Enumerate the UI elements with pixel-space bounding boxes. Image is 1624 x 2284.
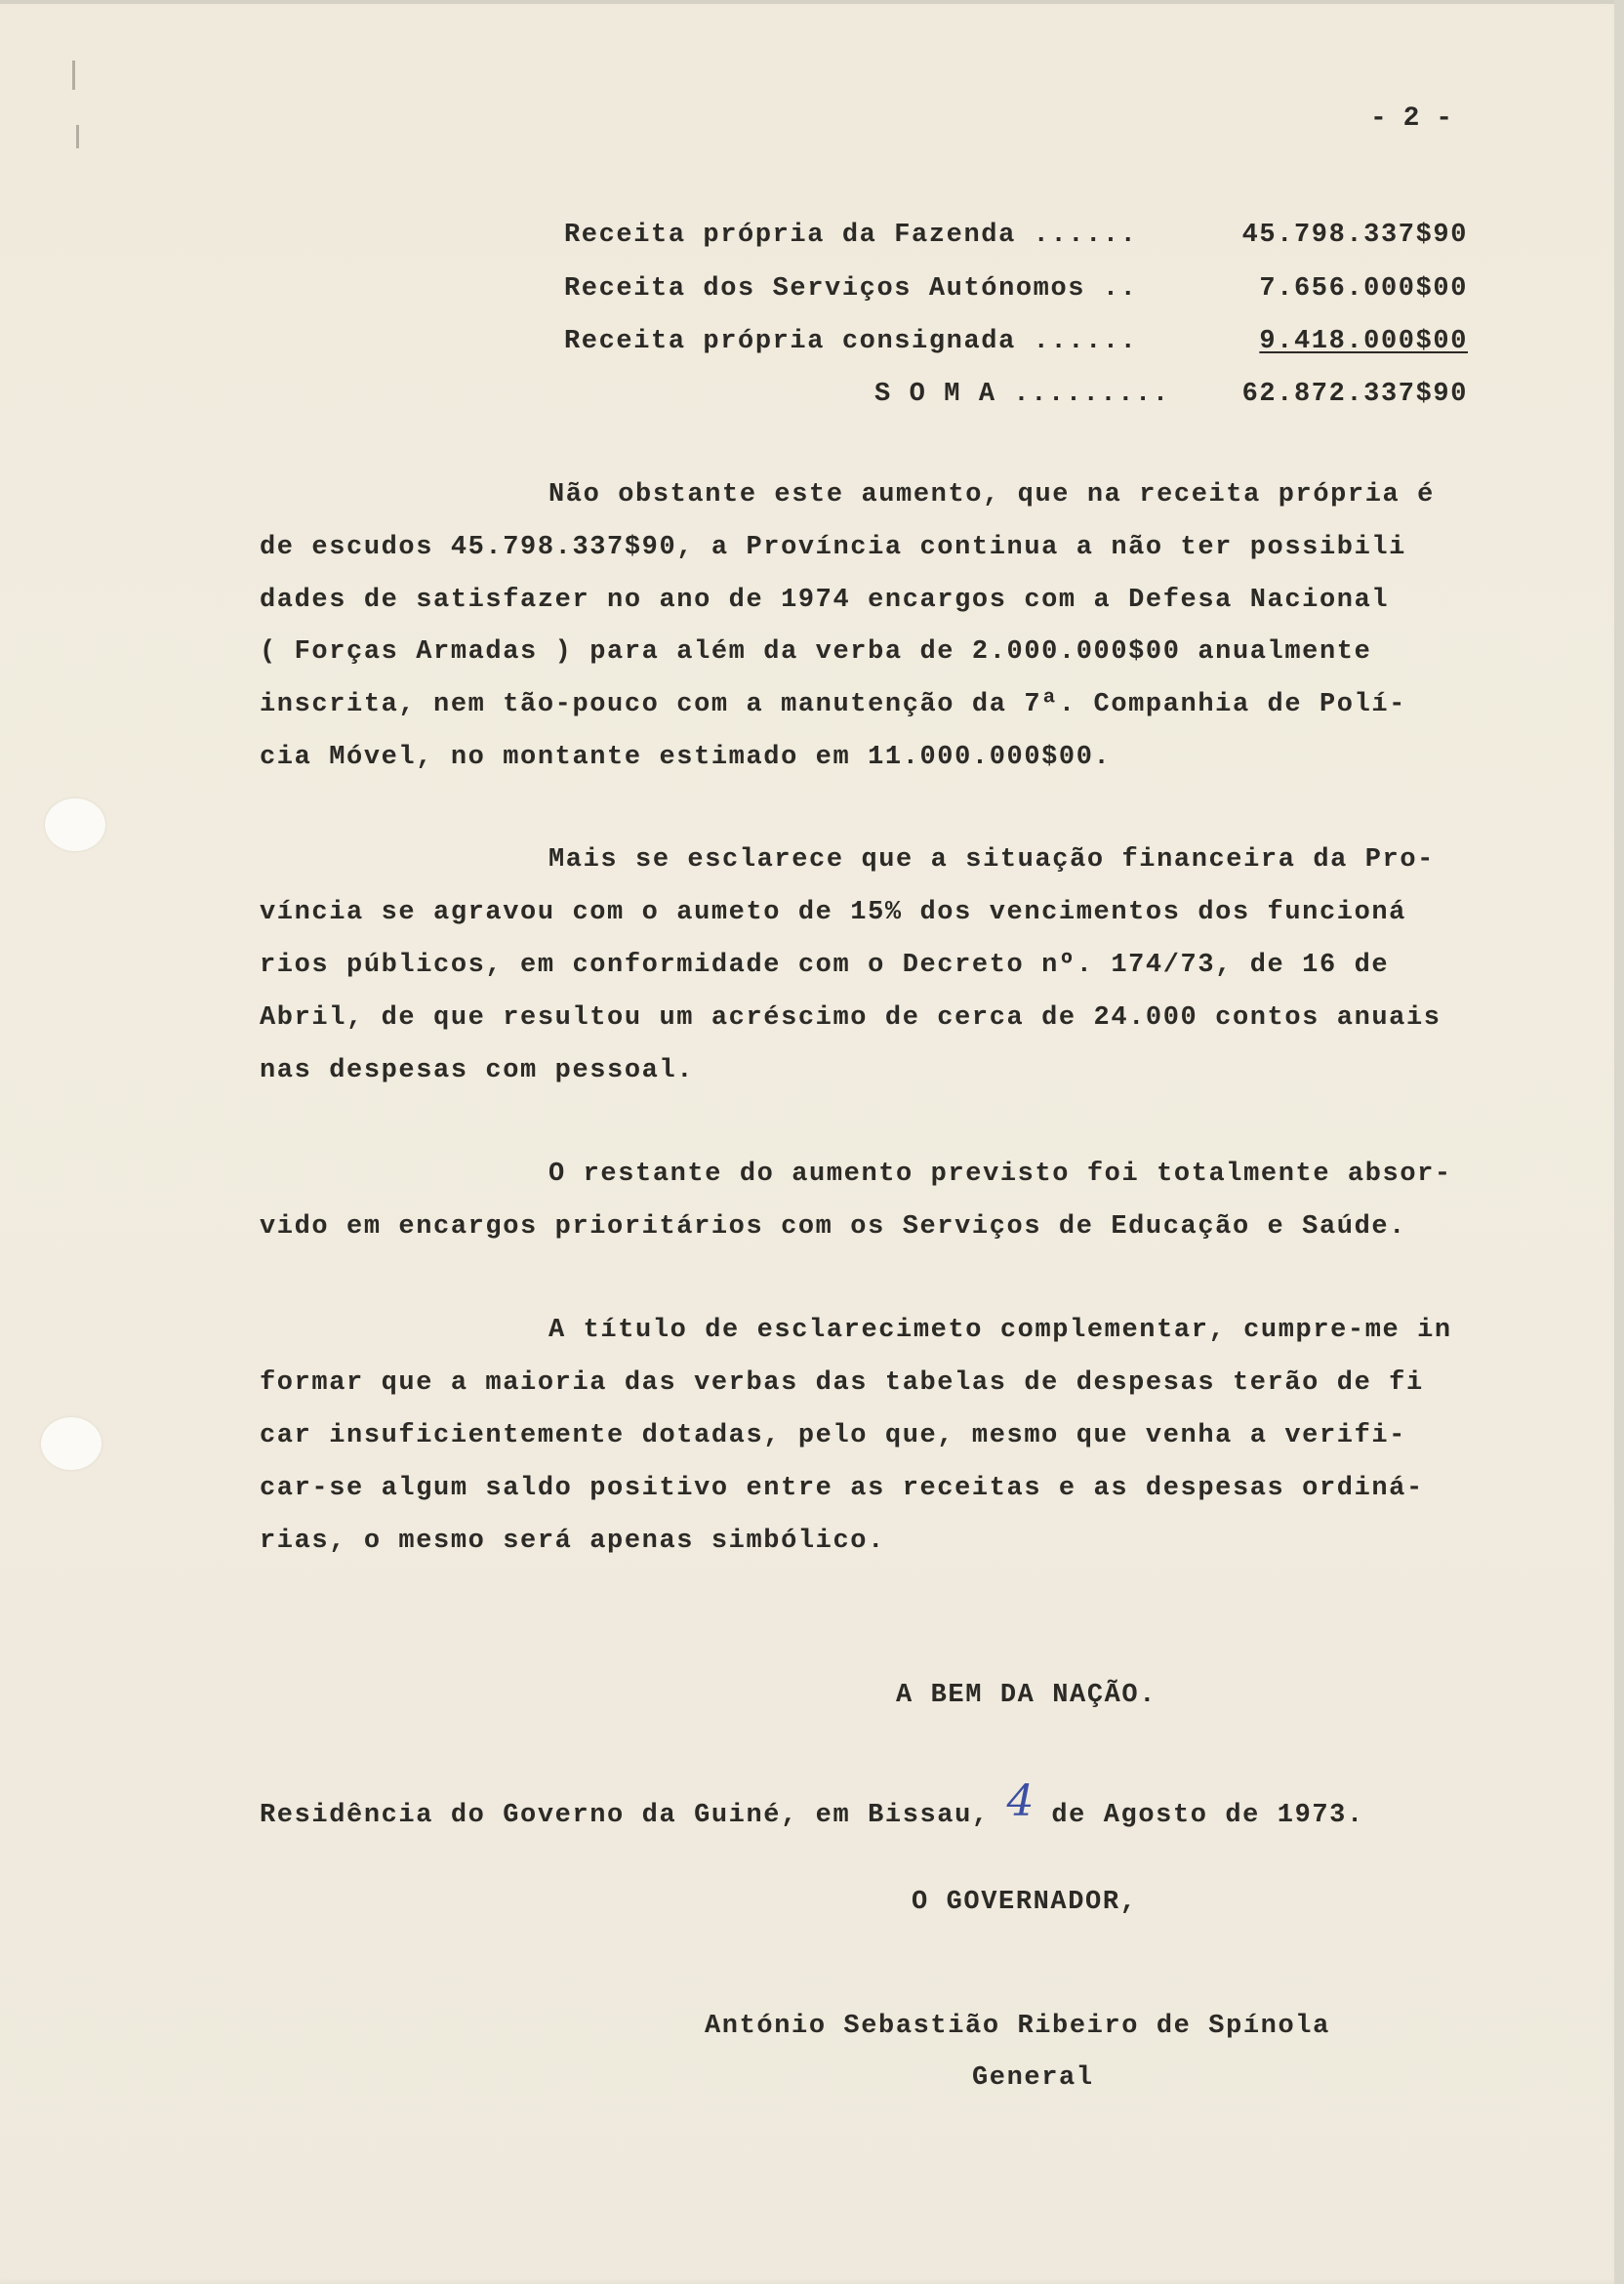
text-line: víncia se agravou com o aumeto de 15% dos vencimentos dos funcioná <box>260 898 1406 927</box>
text-line: Mais se esclarece que a situação financeira da Pro- <box>548 845 1435 875</box>
text-line: Abril, de que resultou um acréscimo de cerca de 24.000 contos anuais <box>260 1003 1441 1033</box>
punch-hole-upper <box>45 798 105 851</box>
place-prefix: Residência do Governo da Guiné, em Bissau, <box>260 1801 990 1830</box>
text-line: O restante do aumento previsto foi totalmente absor- <box>548 1160 1452 1189</box>
text-line: car insuficientemente dotadas, pelo que, mesmo que venha a verifi- <box>260 1421 1406 1450</box>
text-line: rias, o mesmo será apenas simbólico. <box>260 1527 885 1556</box>
signatory-name: António Sebastião Ribeiro de Spínola <box>705 2012 1330 2041</box>
text-line: A título de esclarecimeto complementar, cumpre-me in <box>548 1316 1452 1345</box>
text-line: cia Móvel, no montante estimado em 11.000.000$00. <box>260 743 1112 772</box>
text-line: formar que a maioria das verbas das tabelas de despesas terão de fi <box>260 1368 1424 1398</box>
punch-hole-lower <box>41 1417 102 1470</box>
text-line: rios públicos, em conformidade com o Decreto nº. 174/73, de 16 de <box>260 951 1390 980</box>
text-line: vido em encargos prioritários com os Serviços de Educação e Saúde. <box>260 1212 1406 1242</box>
revenue-row-label: Receita dos Serviços Autónomos .. <box>564 274 1138 304</box>
page-number: - 2 - <box>1370 103 1453 134</box>
revenue-row-value: 9.418.000$00 <box>1259 327 1468 356</box>
margin-mark <box>72 61 75 90</box>
page-right-edge <box>1614 0 1624 2284</box>
text-line: dades de satisfazer no ano de 1974 encargos com a Defesa Nacional <box>260 586 1390 615</box>
revenue-row-label: Receita própria da Fazenda ...... <box>564 221 1138 250</box>
margin-mark <box>76 125 79 148</box>
signatory-title: O GOVERNADOR, <box>912 1888 1138 1917</box>
place-and-date <box>260 1776 1364 1830</box>
text-line: ( Forças Armadas ) para além da verba de 2.000.000$00 anualmente <box>260 637 1372 667</box>
text-line: Não obstante este aumento, que na receita própria é <box>548 480 1435 510</box>
closing-salutation: A BEM DA NAÇÃO. <box>896 1681 1157 1710</box>
signatory-rank: General <box>972 2063 1094 2093</box>
revenue-row-value: 45.798.337$90 <box>1241 221 1468 250</box>
revenue-row-value: 7.656.000$00 <box>1259 274 1468 304</box>
text-line: inscrita, nem tão-pouco com a manutenção da 7ª. Companhia de Polí- <box>260 690 1406 719</box>
date-suffix: de Agosto de 1973. <box>1051 1801 1364 1830</box>
handwritten-day: 4 <box>1006 1776 1035 1826</box>
revenue-total-value: 62.872.337$90 <box>1241 380 1468 409</box>
text-line: car-se algum saldo positivo entre as receitas e as despesas ordiná- <box>260 1474 1424 1503</box>
revenue-total-label: S O M A ......... <box>874 380 1170 409</box>
page-top-edge <box>0 0 1624 4</box>
text-line: de escudos 45.798.337$90, a Província continua a não ter possibili <box>260 533 1406 562</box>
revenue-row-label: Receita própria consignada ...... <box>564 327 1138 356</box>
text-line: nas despesas com pessoal. <box>260 1056 695 1085</box>
